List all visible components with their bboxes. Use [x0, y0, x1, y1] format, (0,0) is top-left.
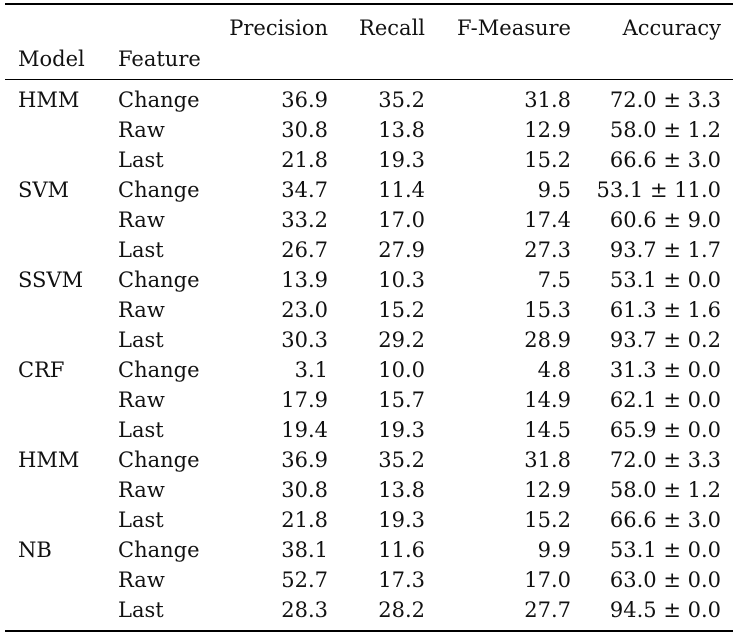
model-cell: SSVM [18, 268, 84, 292]
accuracy-cell: 58.0 ± 1.2 [609, 118, 721, 142]
accuracy-cell: 63.0 ± 0.0 [609, 568, 721, 592]
f-measure-cell: 15.2 [524, 148, 571, 172]
precision-cell: 38.1 [281, 538, 328, 562]
feature-cell: Raw [118, 478, 165, 502]
model-cell: SVM [18, 178, 70, 202]
recall-cell: 11.4 [378, 178, 425, 202]
accuracy-cell: 61.3 ± 1.6 [609, 298, 721, 322]
recall-cell: 11.6 [378, 538, 425, 562]
feature-cell: Last [118, 418, 164, 442]
precision-cell: 36.9 [281, 88, 328, 112]
recall-cell: 15.7 [378, 388, 425, 412]
feature-cell: Change [118, 178, 200, 202]
accuracy-cell: 94.5 ± 0.0 [609, 598, 721, 622]
feature-cell: Change [118, 268, 200, 292]
accuracy-cell: 58.0 ± 1.2 [609, 478, 721, 502]
header-feature: Feature [118, 47, 201, 71]
model-cell: HMM [18, 448, 80, 472]
feature-cell: Change [118, 88, 200, 112]
recall-cell: 28.2 [378, 598, 425, 622]
precision-cell: 30.8 [281, 118, 328, 142]
f-measure-cell: 27.7 [524, 598, 571, 622]
feature-cell: Last [118, 508, 164, 532]
feature-cell: Raw [118, 208, 165, 232]
precision-cell: 17.9 [281, 388, 328, 412]
f-measure-cell: 17.4 [524, 208, 571, 232]
f-measure-cell: 12.9 [524, 118, 571, 142]
recall-cell: 13.8 [378, 478, 425, 502]
feature-cell: Raw [118, 118, 165, 142]
feature-cell: Last [118, 598, 164, 622]
accuracy-cell: 60.6 ± 9.0 [609, 208, 721, 232]
recall-cell: 35.2 [378, 88, 425, 112]
header-recall: Recall [359, 16, 425, 40]
recall-cell: 13.8 [378, 118, 425, 142]
f-measure-cell: 12.9 [524, 478, 571, 502]
feature-cell: Change [118, 448, 200, 472]
recall-cell: 15.2 [378, 298, 425, 322]
model-cell: HMM [18, 88, 80, 112]
f-measure-cell: 9.9 [537, 538, 571, 562]
recall-cell: 19.3 [378, 148, 425, 172]
f-measure-cell: 9.5 [537, 178, 571, 202]
accuracy-cell: 93.7 ± 1.7 [609, 238, 721, 262]
f-measure-cell: 31.8 [524, 448, 571, 472]
f-measure-cell: 14.9 [524, 388, 571, 412]
precision-cell: 52.7 [281, 568, 328, 592]
accuracy-cell: 72.0 ± 3.3 [609, 88, 721, 112]
header-accuracy: Accuracy [622, 16, 721, 40]
header-f-measure: F-Measure [457, 16, 571, 40]
recall-cell: 10.3 [378, 268, 425, 292]
model-cell: CRF [18, 358, 65, 382]
recall-cell: 27.9 [378, 238, 425, 262]
feature-cell: Last [118, 148, 164, 172]
f-measure-cell: 27.3 [524, 238, 571, 262]
header-model: Model [18, 47, 85, 71]
accuracy-cell: 65.9 ± 0.0 [609, 418, 721, 442]
precision-cell: 36.9 [281, 448, 328, 472]
precision-cell: 26.7 [281, 238, 328, 262]
precision-cell: 21.8 [281, 508, 328, 532]
accuracy-cell: 31.3 ± 0.0 [609, 358, 721, 382]
feature-cell: Change [118, 358, 200, 382]
f-measure-cell: 15.2 [524, 508, 571, 532]
recall-cell: 19.3 [378, 508, 425, 532]
feature-cell: Raw [118, 298, 165, 322]
precision-cell: 23.0 [281, 298, 328, 322]
accuracy-cell: 93.7 ± 0.2 [609, 328, 721, 352]
recall-cell: 19.3 [378, 418, 425, 442]
header-precision: Precision [229, 16, 328, 40]
accuracy-cell: 66.6 ± 3.0 [609, 508, 721, 532]
accuracy-cell: 53.1 ± 11.0 [596, 178, 721, 202]
f-measure-cell: 28.9 [524, 328, 571, 352]
precision-cell: 30.8 [281, 478, 328, 502]
precision-cell: 3.1 [294, 358, 328, 382]
precision-cell: 28.3 [281, 598, 328, 622]
accuracy-cell: 53.1 ± 0.0 [609, 268, 721, 292]
bottom-rule [5, 630, 733, 632]
recall-cell: 35.2 [378, 448, 425, 472]
feature-cell: Last [118, 328, 164, 352]
precision-cell: 21.8 [281, 148, 328, 172]
recall-cell: 10.0 [378, 358, 425, 382]
model-cell: NB [18, 538, 52, 562]
feature-cell: Last [118, 238, 164, 262]
f-measure-cell: 15.3 [524, 298, 571, 322]
accuracy-cell: 62.1 ± 0.0 [609, 388, 721, 412]
feature-cell: Raw [118, 388, 165, 412]
header-rule [5, 79, 733, 80]
feature-cell: Change [118, 538, 200, 562]
precision-cell: 33.2 [281, 208, 328, 232]
precision-cell: 19.4 [281, 418, 328, 442]
precision-cell: 13.9 [281, 268, 328, 292]
precision-cell: 34.7 [281, 178, 328, 202]
f-measure-cell: 4.8 [537, 358, 571, 382]
f-measure-cell: 14.5 [524, 418, 571, 442]
accuracy-cell: 72.0 ± 3.3 [609, 448, 721, 472]
recall-cell: 17.3 [378, 568, 425, 592]
accuracy-cell: 53.1 ± 0.0 [609, 538, 721, 562]
recall-cell: 29.2 [378, 328, 425, 352]
recall-cell: 17.0 [378, 208, 425, 232]
accuracy-cell: 66.6 ± 3.0 [609, 148, 721, 172]
precision-cell: 30.3 [281, 328, 328, 352]
feature-cell: Raw [118, 568, 165, 592]
f-measure-cell: 31.8 [524, 88, 571, 112]
f-measure-cell: 7.5 [537, 268, 571, 292]
f-measure-cell: 17.0 [524, 568, 571, 592]
top-rule [5, 3, 733, 5]
